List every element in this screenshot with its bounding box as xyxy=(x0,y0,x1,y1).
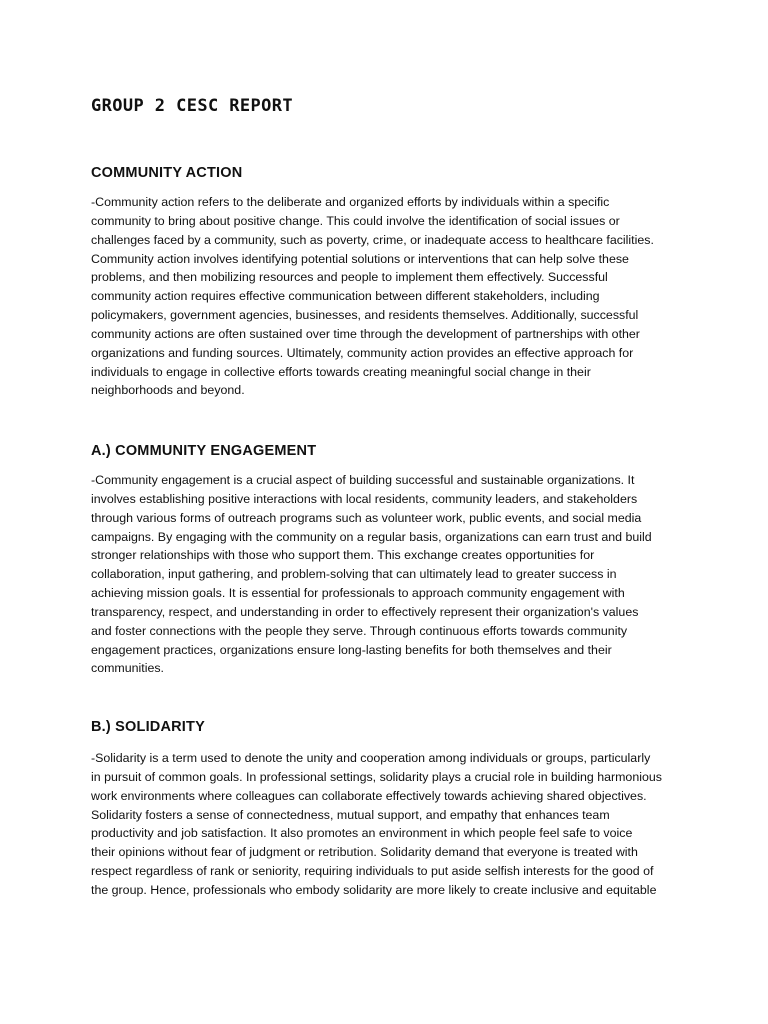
document-title: GROUP 2 CESC REPORT xyxy=(91,96,294,116)
section-body-solidarity xyxy=(91,749,666,900)
paragraph-line: -Community action refers to the deliberate and organized efforts by individuals within a specific xyxy=(91,195,610,209)
section-body-community-engagement xyxy=(91,471,666,678)
paragraph-line: individuals to engage in collective efforts towards creating meaningful social change in their xyxy=(91,364,591,379)
paragraph-line: their opinions without fear of judgment or retribution. Solidarity demand that everyone is treated with xyxy=(91,845,638,860)
paragraph-line: through various forms of outreach programs such as volunteer work, public events, and social media xyxy=(91,510,642,525)
paragraph-line: challenges faced by a community, such as poverty, crime, or inadequate access to healthcare facilities. xyxy=(91,232,654,247)
paragraph-line: neighborhoods and beyond. xyxy=(91,383,245,398)
paragraph-line: policymakers, government agencies, businesses, and residents themselves. Additionally, successful xyxy=(91,308,639,323)
paragraph-line: stronger relationships with those who support them. This exchange creates opportunities for xyxy=(91,548,595,563)
paragraph-line: organizations and funding sources. Ultimately, community action provides an effective approach for xyxy=(91,345,634,360)
paragraph-line: community actions are often sustained over time through the development of partnerships with other xyxy=(91,326,640,341)
paragraph-line: the group. Hence, professionals who embody solidarity are more likely to create inclusive and equitable xyxy=(91,882,657,897)
paragraph-line: work environments where colleagues can collaborate effectively towards achieving shared objectives. xyxy=(91,788,647,803)
section-heading-community-engagement: A.) COMMUNITY ENGAGEMENT xyxy=(91,443,317,459)
paragraph-line: achieving mission goals. It is essential for professionals to approach community engagement with xyxy=(91,586,625,601)
paragraph-line: productivity and job satisfaction. It also promotes an environment in which people feel safe to voice xyxy=(91,826,633,841)
paragraph-line: involves establishing positive interactions with local residents, community leaders, and stakeholders xyxy=(91,491,638,506)
paragraph-line: Community action involves identifying potential solutions or interventions that can help solve these xyxy=(91,251,629,266)
paragraph-line: -Solidarity is a term used to denote the unity and cooperation among individuals or groups, particularly xyxy=(91,751,651,765)
paragraph-line: campaigns. By engaging with the community on a regular basis, organizations can earn trust and build xyxy=(91,529,652,544)
paragraph-line: in pursuit of common goals. In professional settings, solidarity plays a crucial role in building harmonious xyxy=(91,769,662,784)
paragraph-line: -Community engagement is a crucial aspect of building successful and sustainable organizations. It xyxy=(91,473,635,487)
paragraph-line: community action requires effective communication between different stakeholders, including xyxy=(91,289,600,304)
paragraph-line: transparency, respect, and understanding in order to effectively represent their organization's values xyxy=(91,604,639,619)
paragraph-line: communities. xyxy=(91,661,164,676)
section-body-community-action xyxy=(91,193,666,400)
section-heading-solidarity: B.) SOLIDARITY xyxy=(91,719,205,735)
paragraph-line: community to bring about positive change. This could involve the identification of social issues or xyxy=(91,213,620,228)
paragraph-line: problems, and then mobilizing resources and people to implement them effectively. Successful xyxy=(91,270,608,285)
paragraph-line: respect regardless of rank or seniority, requiring individuals to put aside selfish interests for the good of xyxy=(91,864,654,879)
section-heading-community-action: COMMUNITY ACTION xyxy=(91,165,243,181)
paragraph-line: and foster connections with the people they serve. Through continuous efforts towards community xyxy=(91,623,628,638)
paragraph-line: collaboration, input gathering, and problem-solving that can ultimately lead to greater success in xyxy=(91,567,617,582)
paragraph-line: Solidarity fosters a sense of connectedness, mutual support, and empathy that enhances team xyxy=(91,807,610,822)
paragraph-line: engagement practices, organizations ensure long-lasting benefits for both themselves and their xyxy=(91,642,612,657)
